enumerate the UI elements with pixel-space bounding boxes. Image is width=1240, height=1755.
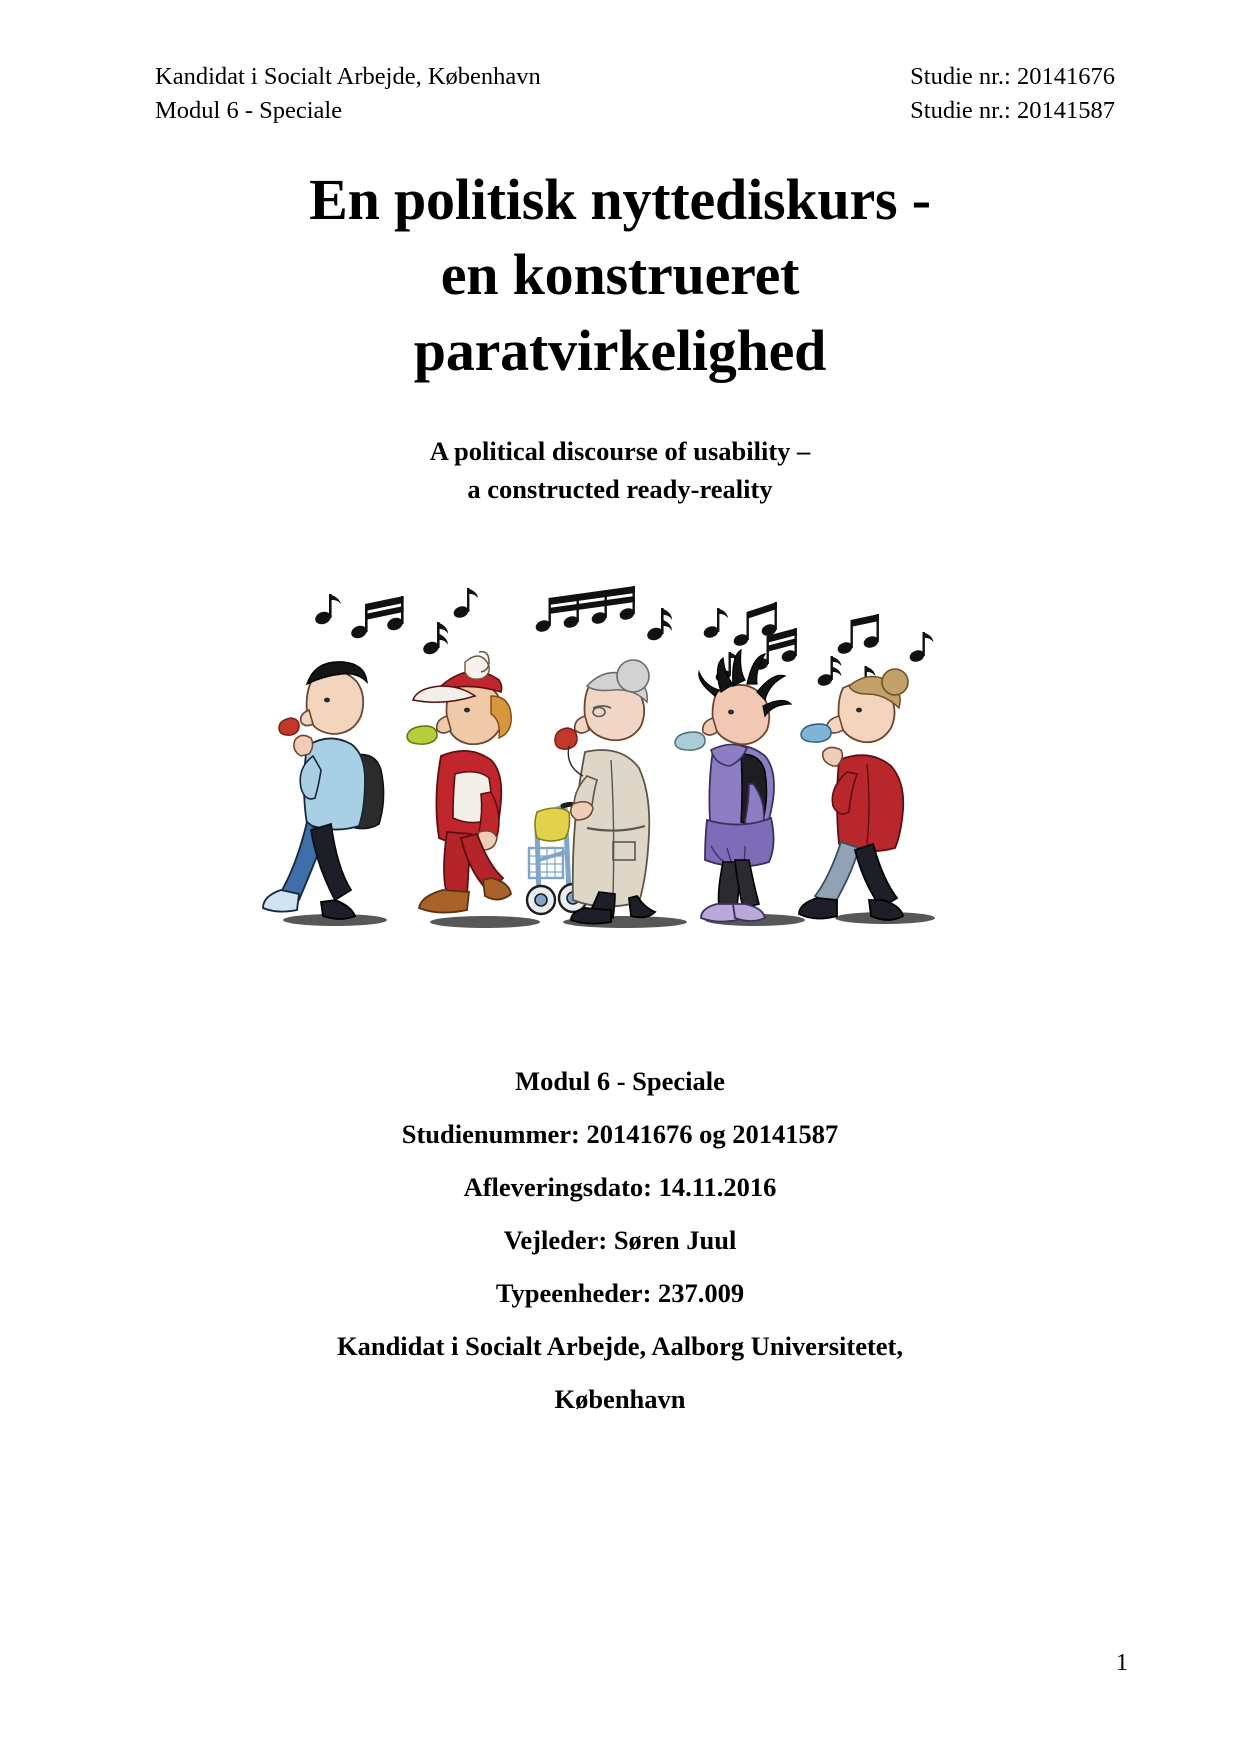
page-number: 1 xyxy=(1116,1650,1128,1676)
page-header xyxy=(155,60,1115,128)
cover-illustration xyxy=(255,560,985,960)
figure-elderly-woman-with-rollator xyxy=(527,660,655,924)
header-right-line-1: Studie nr.: 20141676 xyxy=(910,63,1115,90)
cover-info-block xyxy=(140,1055,1100,1426)
music-note-icon xyxy=(836,614,880,656)
info-line-student-numbers: Studienummer: 20141676 og 20141587 xyxy=(401,1119,839,1149)
title-line-2: en konstrueret xyxy=(440,242,800,308)
header-right-line-2: Studie nr.: 20141587 xyxy=(910,96,1115,124)
subtitle-line-1: A political discourse of usability – xyxy=(429,436,811,466)
title-line-3: paratvirkelighed xyxy=(413,317,827,383)
music-note-icon xyxy=(534,586,636,634)
page-subtitle xyxy=(150,432,1090,509)
info-line-module: Modul 6 - Speciale xyxy=(515,1066,725,1096)
figure-football-fan-in-red xyxy=(407,652,511,913)
info-line-character-count: Typeenheder: 237.009 xyxy=(495,1278,745,1308)
header-right xyxy=(910,60,1115,128)
header-left-line-2: Modul 6 - Speciale xyxy=(155,96,343,124)
title-line-1: En politisk nyttediskurs - xyxy=(309,167,931,232)
music-note-icon xyxy=(702,608,728,640)
info-line-submission-date: Afleveringsdato: 14.11.2016 xyxy=(463,1172,777,1202)
figure-punk-girl-in-purple xyxy=(675,650,791,922)
figure-woman-in-red-jacket xyxy=(799,669,908,920)
figure-young-man-with-backpack xyxy=(263,662,384,919)
header-left-line-1: Kandidat i Socialt Arbejde, København xyxy=(155,63,541,90)
music-note-icon xyxy=(908,632,933,664)
info-line-programme: Kandidat i Socialt Arbejde, Aalborg Universitetet, xyxy=(336,1331,904,1361)
page-title xyxy=(150,162,1090,388)
music-note-icon xyxy=(816,656,841,688)
music-note-icon xyxy=(349,596,404,640)
subtitle-line-2: a constructed ready-reality xyxy=(467,474,773,505)
music-note-icon xyxy=(645,608,672,642)
info-line-city: København xyxy=(554,1384,686,1414)
music-note-icon xyxy=(452,588,478,620)
music-note-icon xyxy=(421,622,448,656)
header-left xyxy=(155,60,541,128)
music-note-icon xyxy=(313,594,341,626)
info-line-supervisor: Vejleder: Søren Juul xyxy=(503,1225,737,1255)
